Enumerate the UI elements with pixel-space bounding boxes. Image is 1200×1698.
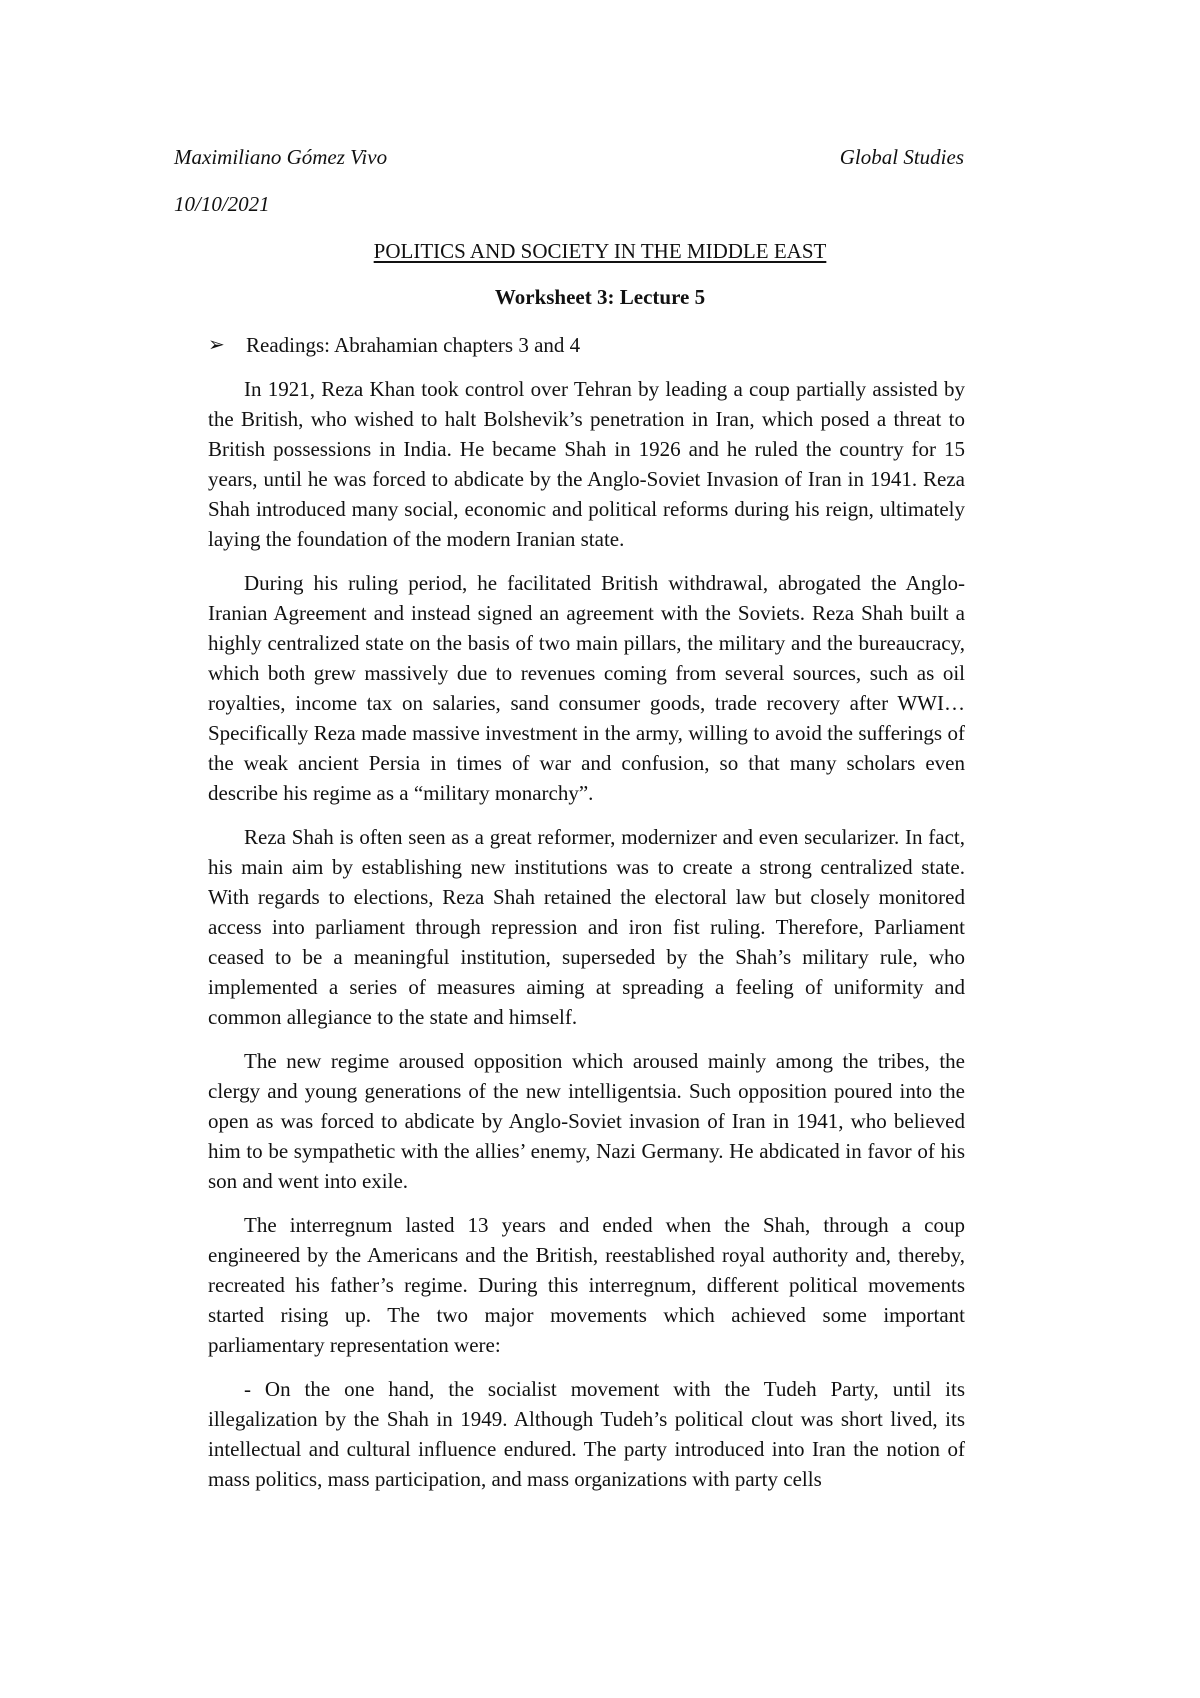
paragraph: - On the one hand, the socialist movement with the Tudeh Party, until its illegalization by the Shah in 1949. Although Tudeh’s political clout was short lived, its intellectual and cultural influence endured. The party introduced into Iran the notion of mass politics, mass participation, and mass organizations with party cells [208, 1377, 965, 1491]
worksheet-title: Worksheet 3: Lecture 5 [494, 285, 706, 309]
readings-text: Readings: Abrahamian chapters 3 and 4 [246, 333, 581, 357]
document-date: 10/10/2021 [174, 192, 270, 216]
paragraph: In 1921, Reza Khan took control over Tehran by leading a coup partially assisted by the British, who wished to halt Bolshevik’s penetration in Iran, which posed a threat to British possessions in India. He became Shah in 1926 and he ruled the country for 15 years, until he was forced to abdicate by the Anglo-Soviet Invasion of Iran in 1941. Reza Shah introduced many social, economic and political reforms during his reign, ultimately laying the foundation of the modern Iranian state. [208, 377, 965, 551]
arrowhead-bullet-icon: ➢ [208, 334, 225, 356]
author-name: Maximiliano Gómez Vivo [174, 145, 388, 169]
course-title: POLITICS AND SOCIETY IN THE MIDDLE EAST [373, 239, 827, 263]
body-text [208, 374, 965, 1508]
paragraph: Reza Shah is often seen as a great reformer, modernizer and even secularizer. In fact, his main aim by establishing new institutions was to create a strong centralized state. With regards to elections, Reza Shah retained the electoral law but closely monitored access into parliament through repression and iron fist ruling. Therefore, Parliament ceased to be a meaningful institution, superseded by the Shah’s military rule, who implemented a series of measures aiming at spreading a feeling of uniformity and common allegiance to the state and himself. [208, 825, 965, 1029]
paragraph: The interregnum lasted 13 years and ended when the Shah, through a coup engineered by the Americans and the British, reestablished royal authority and, thereby, recreated his father’s regime. During this interregnum, different political movements started rising up. The two major movements which achieved some important parliamentary representation were: [208, 1213, 965, 1357]
header-row [174, 142, 964, 172]
paragraph: The new regime aroused opposition which aroused mainly among the tribes, the clergy and young generations of the new intelligentsia. Such opposition poured into the open as was forced to abdicate by Anglo-Soviet invasion of Iran in 1941, who believed him to be sympathetic with the allies’ enemy, Nazi Germany. He abdicated in favor of his son and went into exile. [208, 1049, 965, 1193]
paragraph: During his ruling period, he facilitated British withdrawal, abrogated the Anglo-Iranian Agreement and instead signed an agreement with the Soviets. Reza Shah built a highly centralized state on the basis of two main pillars, the military and the bureaucracy, which both grew massively due to revenues coming from several sources, such as oil royalties, income tax on salaries, sand consumer goods, trade recovery after WWI… Specifically Reza made massive investment in the army, willing to avoid the sufferings of the weak ancient Persia in times of war and confusion, so that many scholars even describe his regime as a “military monarchy”. [208, 571, 965, 805]
readings-bullet-item [208, 330, 580, 360]
program-name: Global Studies [839, 145, 964, 169]
